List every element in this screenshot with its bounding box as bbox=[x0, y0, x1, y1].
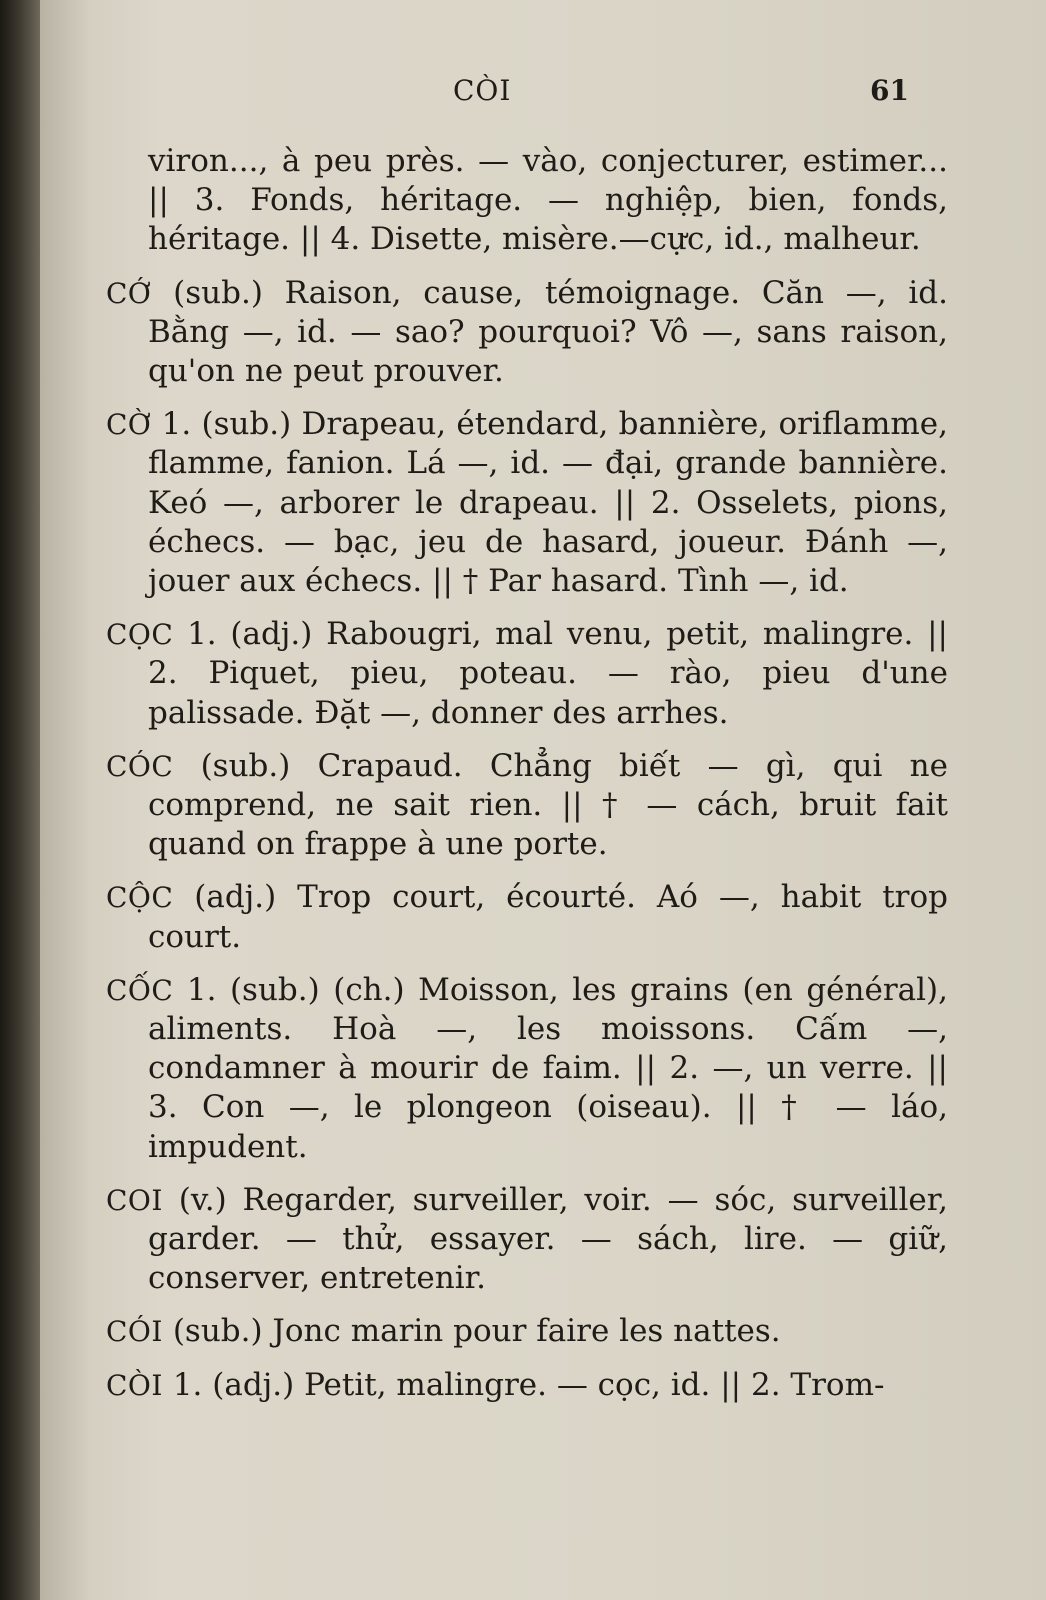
headword: CỚ bbox=[106, 276, 152, 310]
headword: CỜ bbox=[106, 408, 152, 442]
headword: CỐC bbox=[106, 973, 174, 1007]
entry-text: 1. (adj.) Rabougri, mal venu, petit, malingre. || 2. Piquet, pieu, poteau. — rào, pieu d'une palissade. Đặt —, donner des arrhes. bbox=[148, 616, 948, 731]
headword: COI bbox=[106, 1183, 163, 1217]
dictionary-entry bbox=[106, 971, 948, 1167]
dictionary-entries bbox=[106, 142, 948, 1419]
book-page bbox=[40, 0, 1046, 1600]
dictionary-entry bbox=[106, 878, 948, 956]
headword: CÒI bbox=[106, 1368, 163, 1402]
page-header bbox=[40, 74, 1046, 114]
dictionary-entry bbox=[106, 405, 948, 601]
dictionary-entry bbox=[106, 1181, 948, 1299]
entry-text: (sub.) Jonc marin pour faire les nattes. bbox=[172, 1313, 781, 1350]
dictionary-entry bbox=[106, 1366, 948, 1405]
entry-text: 1. (adj.) Petit, malingre. — cọc, id. || 2. Trom- bbox=[172, 1366, 885, 1403]
dictionary-entry bbox=[106, 1312, 948, 1351]
page-number: 61 bbox=[870, 74, 909, 107]
entry-text: viron..., à peu près. — vào, conjecturer, estimer... || 3. Fonds, héritage. — nghiệp, bien, fonds, héritage. || 4. Disette, misère.—cực, id., malheur. bbox=[148, 143, 948, 258]
headword: CÓI bbox=[106, 1315, 163, 1349]
entry-text: 1. (sub.) (ch.) Moisson, les grains (en général), aliments. Hoà —, les moissons. Cấm —, condamner à mourir de faim. || 2. —, un verre. || 3. Con —, le plongeon (oiseau). || † — láo, impudent. bbox=[148, 971, 948, 1165]
dictionary-entry bbox=[106, 747, 948, 865]
running-head: CÒI bbox=[453, 74, 512, 107]
dictionary-entry bbox=[106, 274, 948, 392]
entry-text: (sub.) Crapaud. Chẳng biết — gì, qui ne comprend, ne sait rien. || † — cách, bruit fait quand on frappe à une porte. bbox=[148, 747, 948, 863]
entry-text: (v.) Regarder, surveiller, voir. — sóc, surveiller, garder. — thử, essayer. — sách, lire. — giữ, conserver, entretenir. bbox=[148, 1181, 948, 1297]
entry-text: 1. (sub.) Drapeau, étendard, bannière, oriflamme, flamme, fanion. Lá —, id. — đại, grande bannière. Keó —, arborer le drapeau. || 2. Osselets, pions, échecs. — bạc, jeu de hasard, joueur. Đánh —, jouer aux échecs. || † Par hasard. Tình —, id. bbox=[148, 406, 948, 600]
headword: CỘC bbox=[106, 881, 174, 915]
dictionary-entry bbox=[106, 615, 948, 733]
entry-text: (sub.) Raison, cause, témoignage. Căn —, id. Bằng —, id. — sao? pourquoi? Vô —, sans raison, qu'on ne peut prouver. bbox=[148, 274, 948, 390]
headword: CÓC bbox=[106, 749, 174, 783]
headword: CỌC bbox=[106, 618, 174, 652]
dictionary-entry-continued bbox=[106, 142, 948, 260]
entry-text: (adj.) Trop court, écourté. Aó —, habit trop court. bbox=[148, 879, 949, 955]
